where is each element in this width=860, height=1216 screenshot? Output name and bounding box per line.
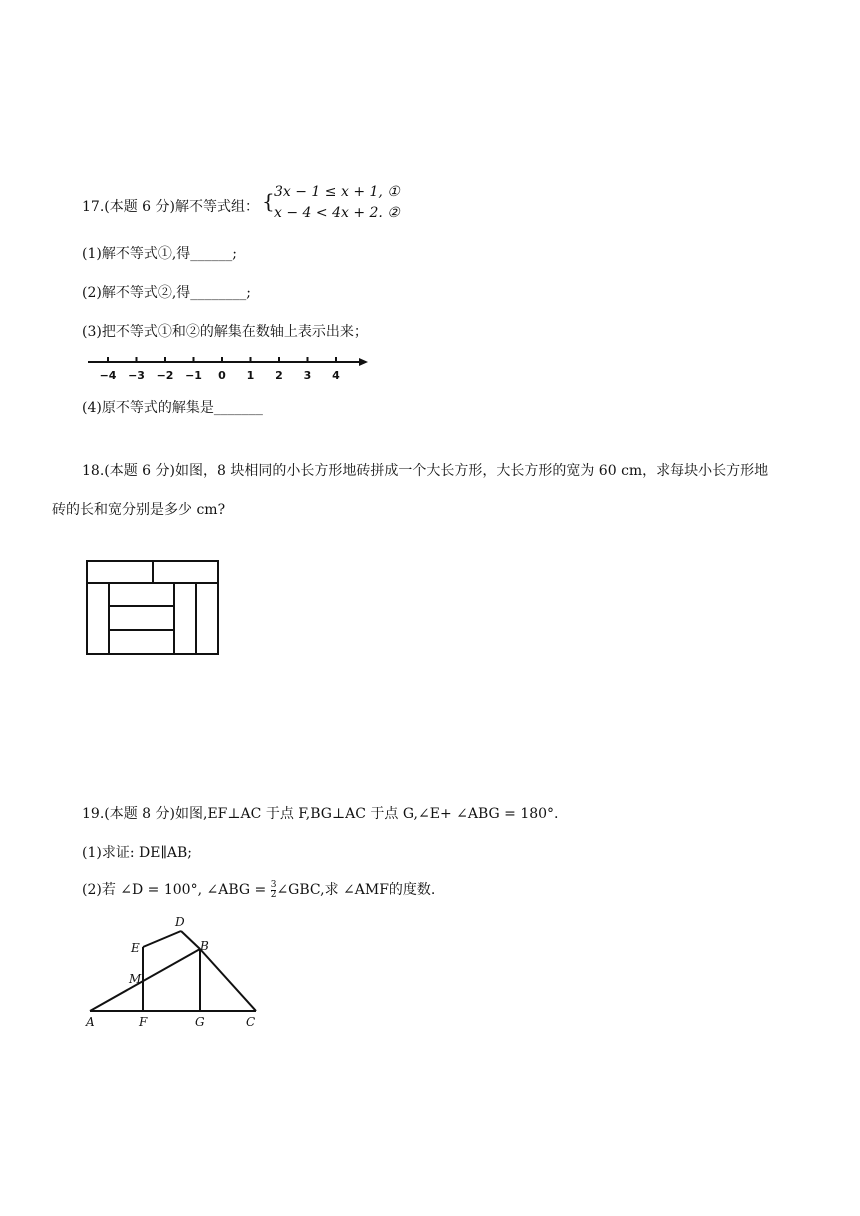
number-line-label: −2	[156, 369, 174, 382]
system-brace: {	[262, 189, 275, 213]
q19-part2-b: ∠GBC,求 ∠AMF的度数.	[276, 882, 436, 898]
label-G: G	[195, 1015, 205, 1029]
q17-part2: (2)解不等式②,得________;	[82, 285, 251, 301]
tile-figure	[84, 558, 224, 660]
q19-part1: (1)求证: DE∥AB;	[82, 845, 193, 861]
label-F: F	[139, 1015, 148, 1029]
label-M: M	[129, 972, 142, 986]
q17-part3: (3)把不等式①和②的解集在数轴上表示出来；	[82, 324, 368, 340]
number-line-label: 3	[303, 369, 312, 382]
q17-part4: (4)原不等式的解集是_______	[82, 400, 263, 416]
label-B: B	[200, 939, 209, 953]
number-line-label: 4	[332, 369, 340, 382]
q19-part2-a: (2)若 ∠D = 100°, ∠ABG =	[82, 882, 271, 898]
label-D: D	[175, 915, 185, 929]
inequality-1: 3x − 1 ≤ x + 1, ①	[274, 184, 400, 200]
fraction-denominator: 2	[270, 889, 277, 900]
number-line-label: 0	[218, 369, 226, 382]
number-line-label: −1	[185, 369, 202, 382]
number-line-label: 1	[246, 369, 255, 382]
inequality-2: x − 4 < 4x + 2. ②	[274, 205, 400, 221]
q17-part1: (1)解不等式①,得______;	[82, 246, 237, 262]
number-line	[80, 350, 380, 390]
fraction-numerator: 3	[270, 879, 277, 890]
label-E: E	[131, 941, 140, 955]
label-C: C	[246, 1015, 256, 1029]
q19-part2	[82, 879, 435, 900]
q17-stem: 17.(本题 6 分)解不等式组：	[82, 199, 259, 215]
geometry-figure	[80, 913, 270, 1033]
number-line-label: −3	[128, 369, 145, 382]
q18-line2: 砖的长和宽分别是多少 cm?	[52, 502, 226, 518]
q19-stem: 19.(本题 8 分)如图,EF⊥AC 于点 F,BG⊥AC 于点 G,∠E+ ∠ABG = 180°.	[82, 806, 559, 822]
q18-line1: 18.(本题 6 分)如图，8 块相同的小长方形地砖拼成一个大长方形，大长方形的宽为 60 cm，求每块小长方形地	[82, 463, 769, 479]
label-A: A	[86, 1015, 95, 1029]
number-line-label: −4	[99, 369, 117, 382]
number-line-label: 2	[275, 369, 283, 382]
